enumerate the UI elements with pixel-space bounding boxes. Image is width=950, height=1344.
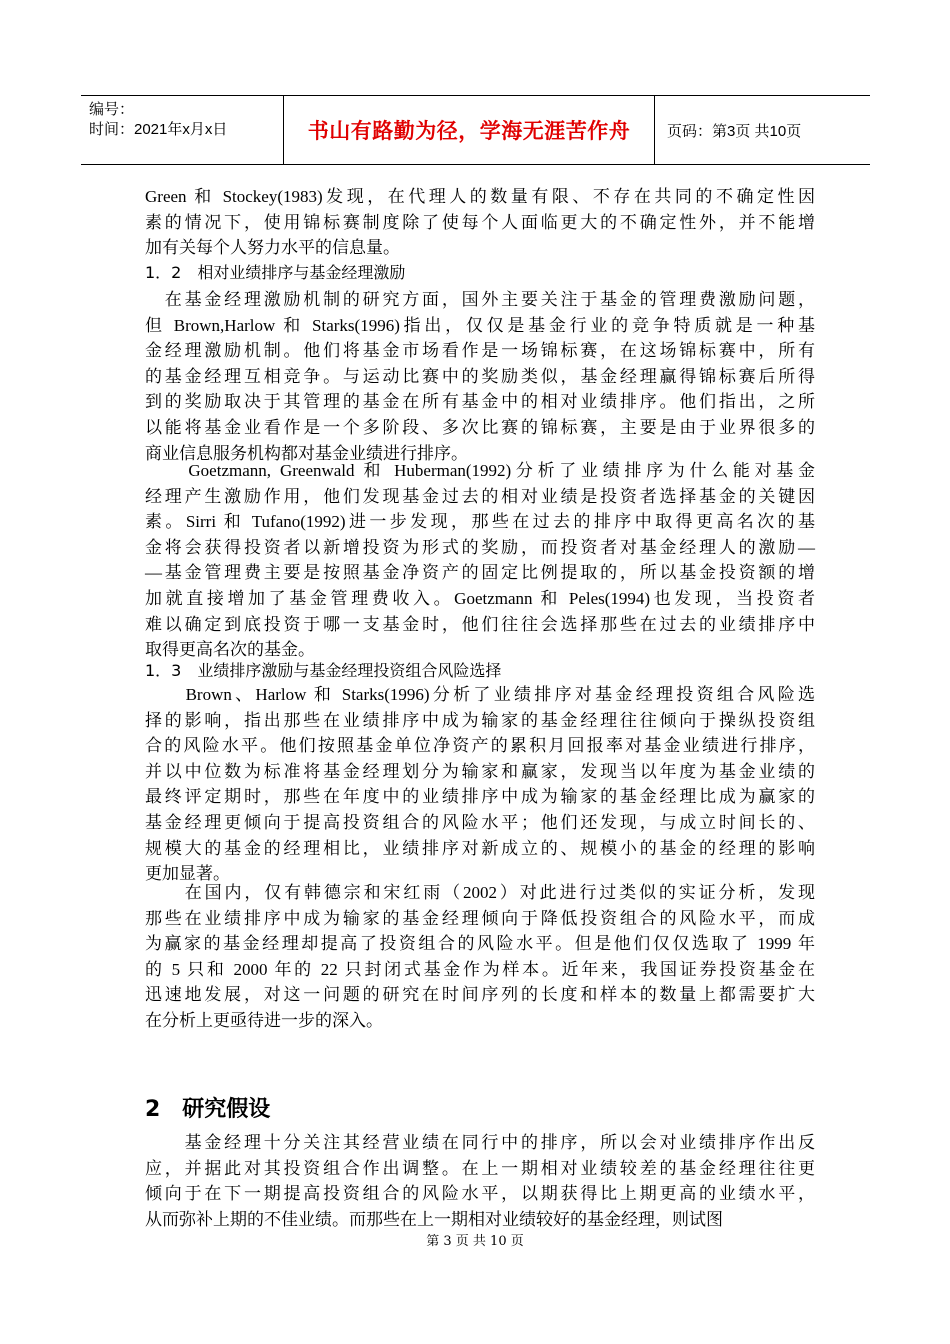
text-line: 迅速地发展，对这一问题的研究在时间序列的长度和样本的数量上都需要扩大 <box>145 985 815 1005</box>
text-line: 的基金经理互相竞争。与运动比赛中的奖励类似，基金经理赢得锦标赛后所得 <box>145 366 815 386</box>
text-line: 商业信息服务机构都对基金业绩进行排序。 <box>145 443 468 463</box>
text-line: —基金管理费主要是按照基金净资产的固定比例提取的，所以基金投资额的增 <box>145 563 815 583</box>
text-line: 合的风险水平。他们按照基金单位净资产的累积月回报率对基金业绩进行排序， <box>145 736 815 756</box>
text-line: 经理产生激励作用，他们发现基金过去的相对业绩是投资者选择基金的关键因 <box>145 486 815 506</box>
text-line: 并以中位数为标准将基金经理划分为输家和赢家，发现当以年度为基金业绩的 <box>145 761 815 781</box>
text-line: 的 5 只和 2000 年的 22 只封闭式基金作为样本。近年来，我国证券投资基金在 <box>145 959 815 979</box>
header-time: 时间：2021年x月x日 <box>89 121 228 138</box>
page-footer: 第 3 页 共 10 页 <box>426 1234 524 1249</box>
text-line: 金将会获得投资者以新增投资为形式的奖励，而投资者对基金经理人的激励— <box>145 537 815 557</box>
section-heading-1-3: 1．3 业绩排序激励与基金经理投资组合风险选择 <box>145 661 502 680</box>
text-line: 应，并据此对其投资组合作出调整。在上一期相对业绩较差的基金经理往往更 <box>145 1158 815 1178</box>
header-page-info: 页码：第3页 共10页 <box>667 122 802 140</box>
text-line: 规模大的基金的经理相比，业绩排序对新成立的、规模小的基金的经理的影响 <box>145 838 815 858</box>
text-line: 那些在业绩排序中成为输家的基金经理倾向于降低投资组合的风险水平，而成 <box>145 908 815 928</box>
header-motto: 书山有路勤为径，学海无涯苦作舟 <box>307 119 631 143</box>
text-line: 从而弥补上期的不佳业绩。而那些在上一期相对业绩较好的基金经理，则试图 <box>145 1209 723 1229</box>
paragraph-2 <box>145 287 815 466</box>
text-line: 到的奖励取决于其管理的基金在所有基金中的相对业绩排序。他们指出，之所 <box>145 392 815 412</box>
header-meta <box>89 100 279 140</box>
header-divider <box>654 96 655 164</box>
text-line: Green 和 Stockey(1983)发现，在代理人的数量有限、不存在共同的不确定性因 <box>145 187 815 206</box>
paragraph-3 <box>145 458 815 663</box>
text-line: 素。Sirri 和 Tufano(1992)进一步发现，那些在过去的排序中取得更高名次的基 <box>145 512 815 532</box>
text-line: 更加显著。 <box>145 864 230 884</box>
text-line: 在基金经理激励机制的研究方面，国外主要关注于基金的管理费激励问题， <box>145 290 815 309</box>
text-line: 但 Brown,Harlow 和 Starks(1996)指出，仅仅是基金行业的竞争特质就是一种基 <box>145 315 815 335</box>
section-heading-1-2: 1．2 相对业绩排序与基金经理激励 <box>145 263 406 282</box>
paragraph-1 <box>145 184 815 261</box>
text-line: 在分析上更亟待进一步的深入。 <box>145 1010 383 1030</box>
section-heading-2: 2 研究假设 <box>145 1097 271 1122</box>
paragraph-5 <box>145 880 815 1034</box>
text-line: 基金经理更倾向于提高投资组合的风险水平；他们还发现，与成立时间长的、 <box>145 812 815 832</box>
paragraph-4 <box>145 682 815 887</box>
text-line: 素的情况下，使用锦标赛制度除了使每个人面临更大的不确定性外，并不能增 <box>145 212 815 232</box>
text-line: 取得更高名次的基金。 <box>145 640 315 660</box>
text-line: 最终评定期时，那些在年度中的业绩排序中成为输家的基金经理比成为赢家的 <box>145 787 815 807</box>
text-line: Brown、Harlow 和 Starks(1996)分析了业绩排序对基金经理投资组合风险选 <box>145 685 815 704</box>
text-line: 在国内，仅有韩德宗和宋红雨（2002）对此进行过类似的实证分析，发现 <box>145 883 815 902</box>
text-line: 择的影响，指出那些在业绩排序中成为输家的基金经理往往倾向于操纵投资组 <box>145 710 815 730</box>
text-line: 加就直接增加了基金管理费收入。Goetzmann 和 Peles(1994)也发现，当投资者 <box>145 588 815 608</box>
text-line: 加有关每个人努力水平的信息量。 <box>145 238 400 258</box>
text-line: 基金经理十分关注其经营业绩在同行中的排序，所以会对业绩排序作出反 <box>145 1133 815 1152</box>
text-line: Goetzmann, Greenwald 和 Huberman(1992)分析了业绩排序为什么能对基金 <box>145 461 815 480</box>
page-header <box>81 95 870 165</box>
text-line: 难以确定到底投资于哪一支基金时，他们往往会选择那些在过去的业绩排序中 <box>145 614 815 634</box>
text-line: 倾向于在下一期提高投资组合的风险水平，以期获得比上期更高的业绩水平， <box>145 1184 815 1204</box>
header-number: 编号： <box>89 101 135 118</box>
text-line: 以能将基金业看作是一个多阶段、多次比赛的锦标赛，主要是由于业界很多的 <box>145 417 815 437</box>
text-line: 为赢家的基金经理却提高了投资组合的风险水平。但是他们仅仅选取了 1999 年 <box>145 934 815 954</box>
paragraph-6 <box>145 1130 815 1232</box>
text-line: 金经理激励机制。他们将基金市场看作是一场锦标赛，在这场锦标赛中，所有 <box>145 341 815 361</box>
